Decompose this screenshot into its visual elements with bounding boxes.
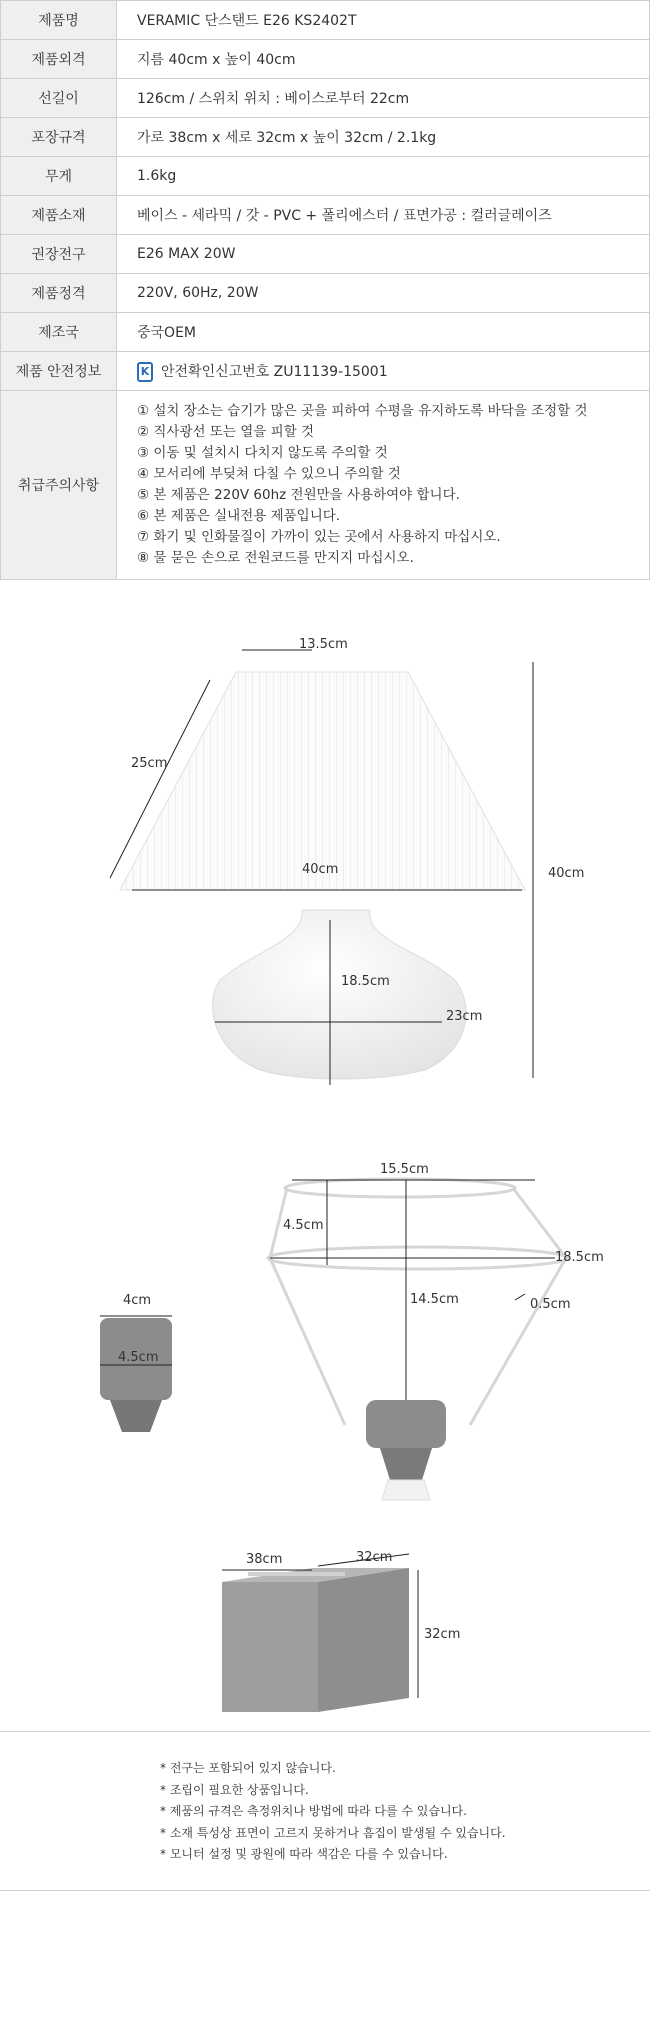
spec-value: 베이스 - 세라믹 / 갓 - PVC + 폴리에스터 / 표면가공 : 컬러글레이즈 — [117, 196, 650, 235]
caution-item: ② 직사광선 또는 열을 피할 것 — [137, 424, 315, 440]
notes-section — [0, 1731, 650, 1891]
spec-row — [1, 274, 650, 313]
safety-label: 제품 안전정보 — [1, 352, 117, 391]
safety-row — [1, 352, 650, 391]
safety-value-cell — [117, 352, 650, 391]
caution-label: 취급주의사항 — [1, 391, 117, 580]
spec-label: 선길이 — [1, 79, 117, 118]
dim-label-box-width: 38cm — [246, 1552, 283, 1567]
caution-row — [1, 391, 650, 580]
frame-socket-cap — [380, 1448, 432, 1480]
spec-label: 제조국 — [1, 313, 117, 352]
spec-body — [1, 1, 650, 580]
caution-item: ⑤ 본 제품은 220V 60hz 전원만을 사용하여야 합니다. — [137, 487, 460, 503]
spec-label: 권장전구 — [1, 235, 117, 274]
spec-value: 126cm / 스위치 위치 : 베이스로부터 22cm — [117, 79, 650, 118]
dim-label-frame-ring: 18.5cm — [555, 1250, 604, 1265]
caution-list — [137, 391, 649, 579]
note-item: * 모니터 설정 및 광원에 따라 색감은 다를 수 있습니다. — [160, 1847, 448, 1861]
socket-cap — [110, 1400, 162, 1432]
lamp-dimension-figure — [0, 620, 650, 1100]
note-item: * 소재 특성상 표면이 고르지 못하거나 흠집이 발생될 수 있습니다. — [160, 1825, 506, 1840]
dim-label-frame-stem: 14.5cm — [410, 1292, 459, 1307]
spec-value: 지름 40cm x 높이 40cm — [117, 40, 650, 79]
note-item: * 전구는 포함되어 있지 않습니다. — [160, 1761, 336, 1775]
spec-row — [1, 157, 650, 196]
spec-value: 220V, 60Hz, 20W — [117, 274, 650, 313]
spec-value: E26 MAX 20W — [117, 235, 650, 274]
dim-label-base-height: 18.5cm — [341, 974, 390, 989]
spec-label: 제품소재 — [1, 196, 117, 235]
lamp-neck — [382, 1480, 430, 1500]
dim-label-top: 13.5cm — [299, 637, 348, 652]
dim-label-socket-width: 4.5cm — [118, 1350, 159, 1365]
notes-list — [160, 1758, 506, 1866]
spec-value: VERAMIC 단스탠드 E26 KS2402T — [117, 1, 650, 40]
frame-socket-illustration — [0, 1150, 650, 1520]
safety-value: 안전확인신고번호 ZU11139-15001 — [161, 363, 388, 380]
lamp-illustration — [0, 620, 650, 1100]
dim-line-frame-gap — [515, 1294, 525, 1300]
kc-mark-icon: K — [137, 362, 153, 382]
spec-value: 중국OEM — [117, 313, 650, 352]
caution-item: ① 설치 장소는 습기가 많은 곳을 피하여 수평을 유지하도록 바닥을 조정할 것 — [137, 403, 588, 419]
spec-row — [1, 118, 650, 157]
dim-label-frame-drop: 4.5cm — [283, 1218, 324, 1233]
dim-label-box-height: 32cm — [424, 1627, 461, 1642]
frame-socket-figure — [0, 1150, 650, 1520]
spec-value: 1.6kg — [117, 157, 650, 196]
frame-strut — [270, 1258, 345, 1425]
box-dimension-figure — [0, 1540, 650, 1720]
dim-label-height: 40cm — [548, 866, 585, 881]
lamp-base — [213, 910, 467, 1079]
spec-label: 제품외격 — [1, 40, 117, 79]
caution-item: ⑥ 본 제품은 실내전용 제품입니다. — [137, 508, 341, 524]
caution-item: ⑧ 물 묻은 손으로 전원코드를 만지지 마십시오. — [137, 550, 414, 566]
spec-row — [1, 313, 650, 352]
dim-label-box-depth: 32cm — [356, 1550, 393, 1565]
caution-item: ③ 이동 및 설치시 다치지 않도록 주의할 것 — [137, 445, 388, 461]
spec-row — [1, 235, 650, 274]
frame-socket — [366, 1400, 446, 1448]
caution-list-cell — [117, 391, 650, 580]
note-item: * 조립이 필요한 상품입니다. — [160, 1782, 309, 1797]
note-item: * 제품의 규격은 측정위치나 방법에 따라 다를 수 있습니다. — [160, 1804, 467, 1818]
frame-strut — [470, 1258, 566, 1425]
spec-label: 무게 — [1, 157, 117, 196]
dim-label-slant: 25cm — [131, 756, 168, 771]
spec-label: 제품정격 — [1, 274, 117, 313]
caution-item: ④ 모서리에 부딪쳐 다칠 수 있으니 주의할 것 — [137, 466, 401, 482]
dim-label-frame-top: 15.5cm — [380, 1162, 429, 1177]
box-side — [318, 1568, 409, 1712]
spec-value: 가로 38cm x 세로 32cm x 높이 32cm / 2.1kg — [117, 118, 650, 157]
box-front — [222, 1582, 318, 1712]
spec-row — [1, 40, 650, 79]
spec-row — [1, 79, 650, 118]
spec-row — [1, 1, 650, 40]
frame-top-ring — [285, 1179, 515, 1197]
dim-label-shade-width: 40cm — [302, 862, 339, 877]
spec-label: 포장규격 — [1, 118, 117, 157]
dim-label-base-width: 23cm — [446, 1009, 483, 1024]
dim-label-socket-height: 4cm — [123, 1293, 152, 1308]
spec-label: 제품명 — [1, 1, 117, 40]
box-illustration — [0, 1540, 650, 1720]
frame-strut — [513, 1188, 566, 1258]
spec-row — [1, 196, 650, 235]
caution-item: ⑦ 화기 및 인화물질이 가까이 있는 곳에서 사용하지 마십시오. — [137, 529, 501, 545]
lamp-shade — [120, 672, 525, 890]
spec-table — [0, 0, 650, 580]
dim-label-frame-gap: 0.5cm — [530, 1297, 571, 1312]
